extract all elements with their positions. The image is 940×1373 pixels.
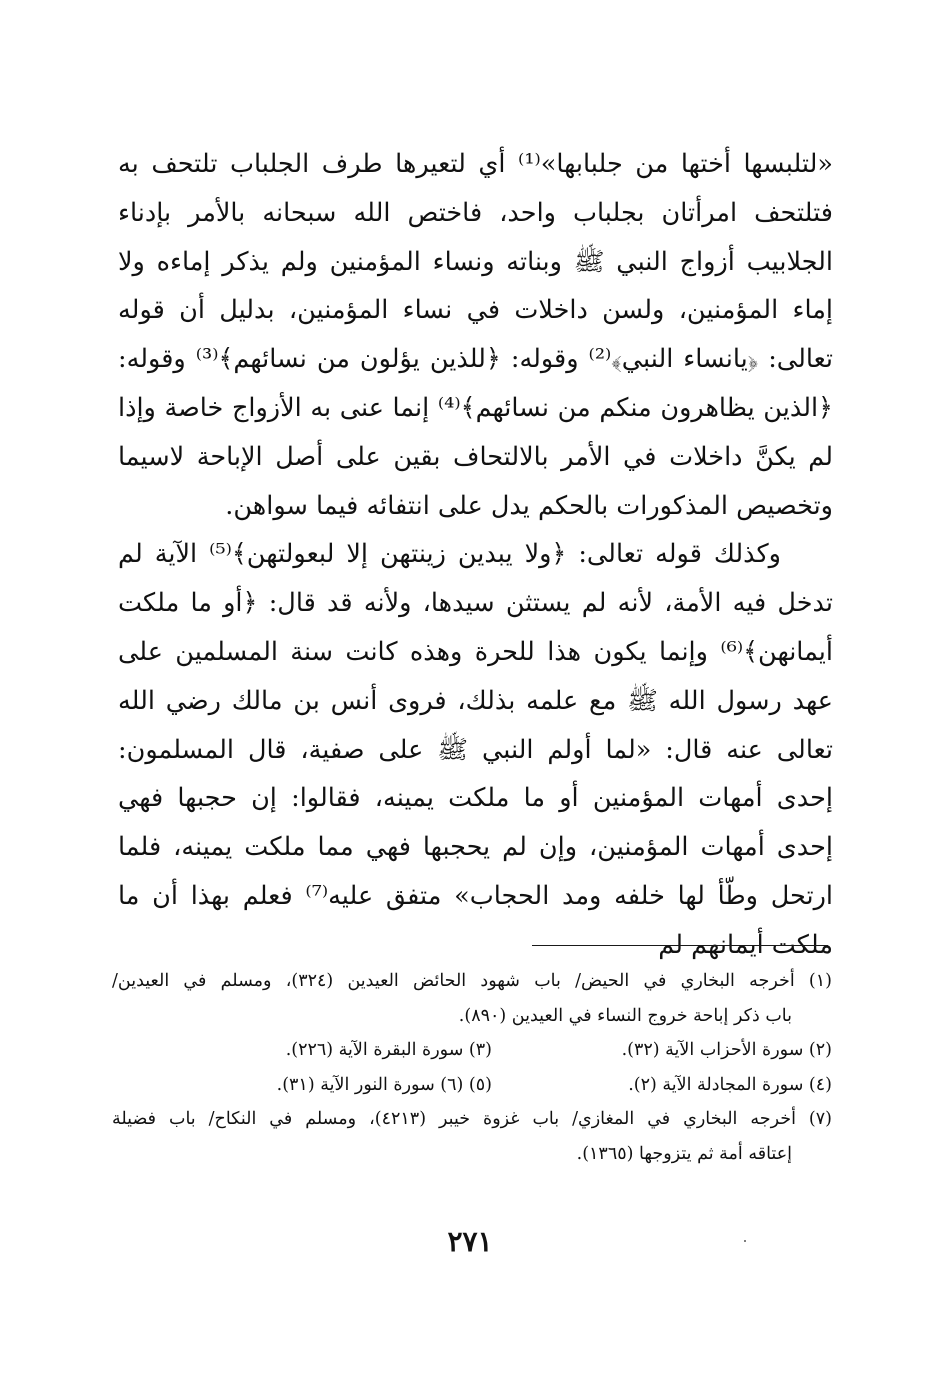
page-number: ٢٧١ (447, 1225, 493, 1258)
footnote-row-2-3 (112, 1033, 832, 1068)
footnote-7-line-1: (٧) أخرجه البخاري في المغازي/ باب غزوة خيبر (٤٢١٣)، ومسلم في النكاح/ باب فضيلة (112, 1109, 832, 1129)
footnote-1-line-1: (١) أخرجه البخاري في الحيض/ باب شهود الحائض العيدين (٣٢٤)، ومسلم في العيدين/ (112, 971, 832, 991)
paragraph-2: وكذلك قوله تعالى: ﴿ولا يبدين زينتهن إلا لبعولتهن﴾⁽⁵⁾ الآية لم تدخل فيه الأمة، لأنه لم يستثن سيدها، ولأنه قد قال: ﴿أو ما ملكت أيمانهن﴾⁽⁶⁾ وإنما يكون هذا للحرة وهذه كانت سنة المسلمين على عهد رسول الله ﷺ مع علمه بذلك، فروى أنس بن مالك رضي الله تعالى عنه قال: «لما أولم النبي ﷺ على صفية، قال المسلمون: إحدى أمهات المؤمنين أو ما ملكت يمينه، فقالوا: إن حجبها فهي إحدى أمهات المؤمنين، وإن لم يحجبها فهي مما ملكت يمينه، فلما ارتحل وطّأ لها خلفه ومد الحجاب» متفق عليه⁽⁷⁾ فعلم بهذا أن ما ملكت أيمانهم لم (118, 539, 833, 960)
footnote-1-line-2: باب ذكر إباحة خروج النساء في العيدين (٨٩٠). (458, 1005, 792, 1026)
footnote-2: (٢) سورة الأحزاب الآية (٣٢). (621, 1040, 832, 1060)
main-text-body (118, 140, 833, 970)
footnote-7-line-2: إعتاقه أمة ثم يتزوجها (١٣٦٥). (576, 1143, 792, 1164)
paragraph-1: «لتلبسها أختها من جلبابها»⁽¹⁾ أي لتعيرها طرف الجلباب تلتحف به فتلتحف امرأتان بجلباب واحد، فاختص الله سبحانه بالأمر بإدناء الجلابيب أزواج النبي ﷺ وبناته ونساء المؤمنين ولم يذكر إماءه ولا إماء المؤمنين، ولسن داخلات في نساء المؤمنين، بدليل أن قوله تعالى: ﴿يانساء النبي﴾⁽²⁾ وقوله: ﴿للذين يؤلون من نسائهم﴾⁽³⁾ وقوله: ﴿الذين يظاهرون منكم من نسائهم﴾⁽⁴⁾ إنما عنى به الأزواج خاصة وإذا لم يكنَّ داخلات في الأمر بالالتحاف بقين على أصل الإباحة لاسيما وتخصيص المذكورات بالحكم يدل على انتفائه فيما سواهن. (118, 149, 834, 521)
footnote-divider (532, 945, 828, 946)
footnote-3: (٣) سورة البقرة الآية (٢٢٦). (285, 1040, 492, 1060)
scan-speck (744, 1240, 746, 1242)
footnote-row-4-5-6 (112, 1068, 832, 1103)
footnote-5-6: (٥) (٦) سورة النور الآية (٣١). (276, 1074, 492, 1095)
footnotes-section (112, 964, 832, 1171)
footnote-4: (٤) سورة المجادلة الآية (٢). (628, 1074, 832, 1095)
